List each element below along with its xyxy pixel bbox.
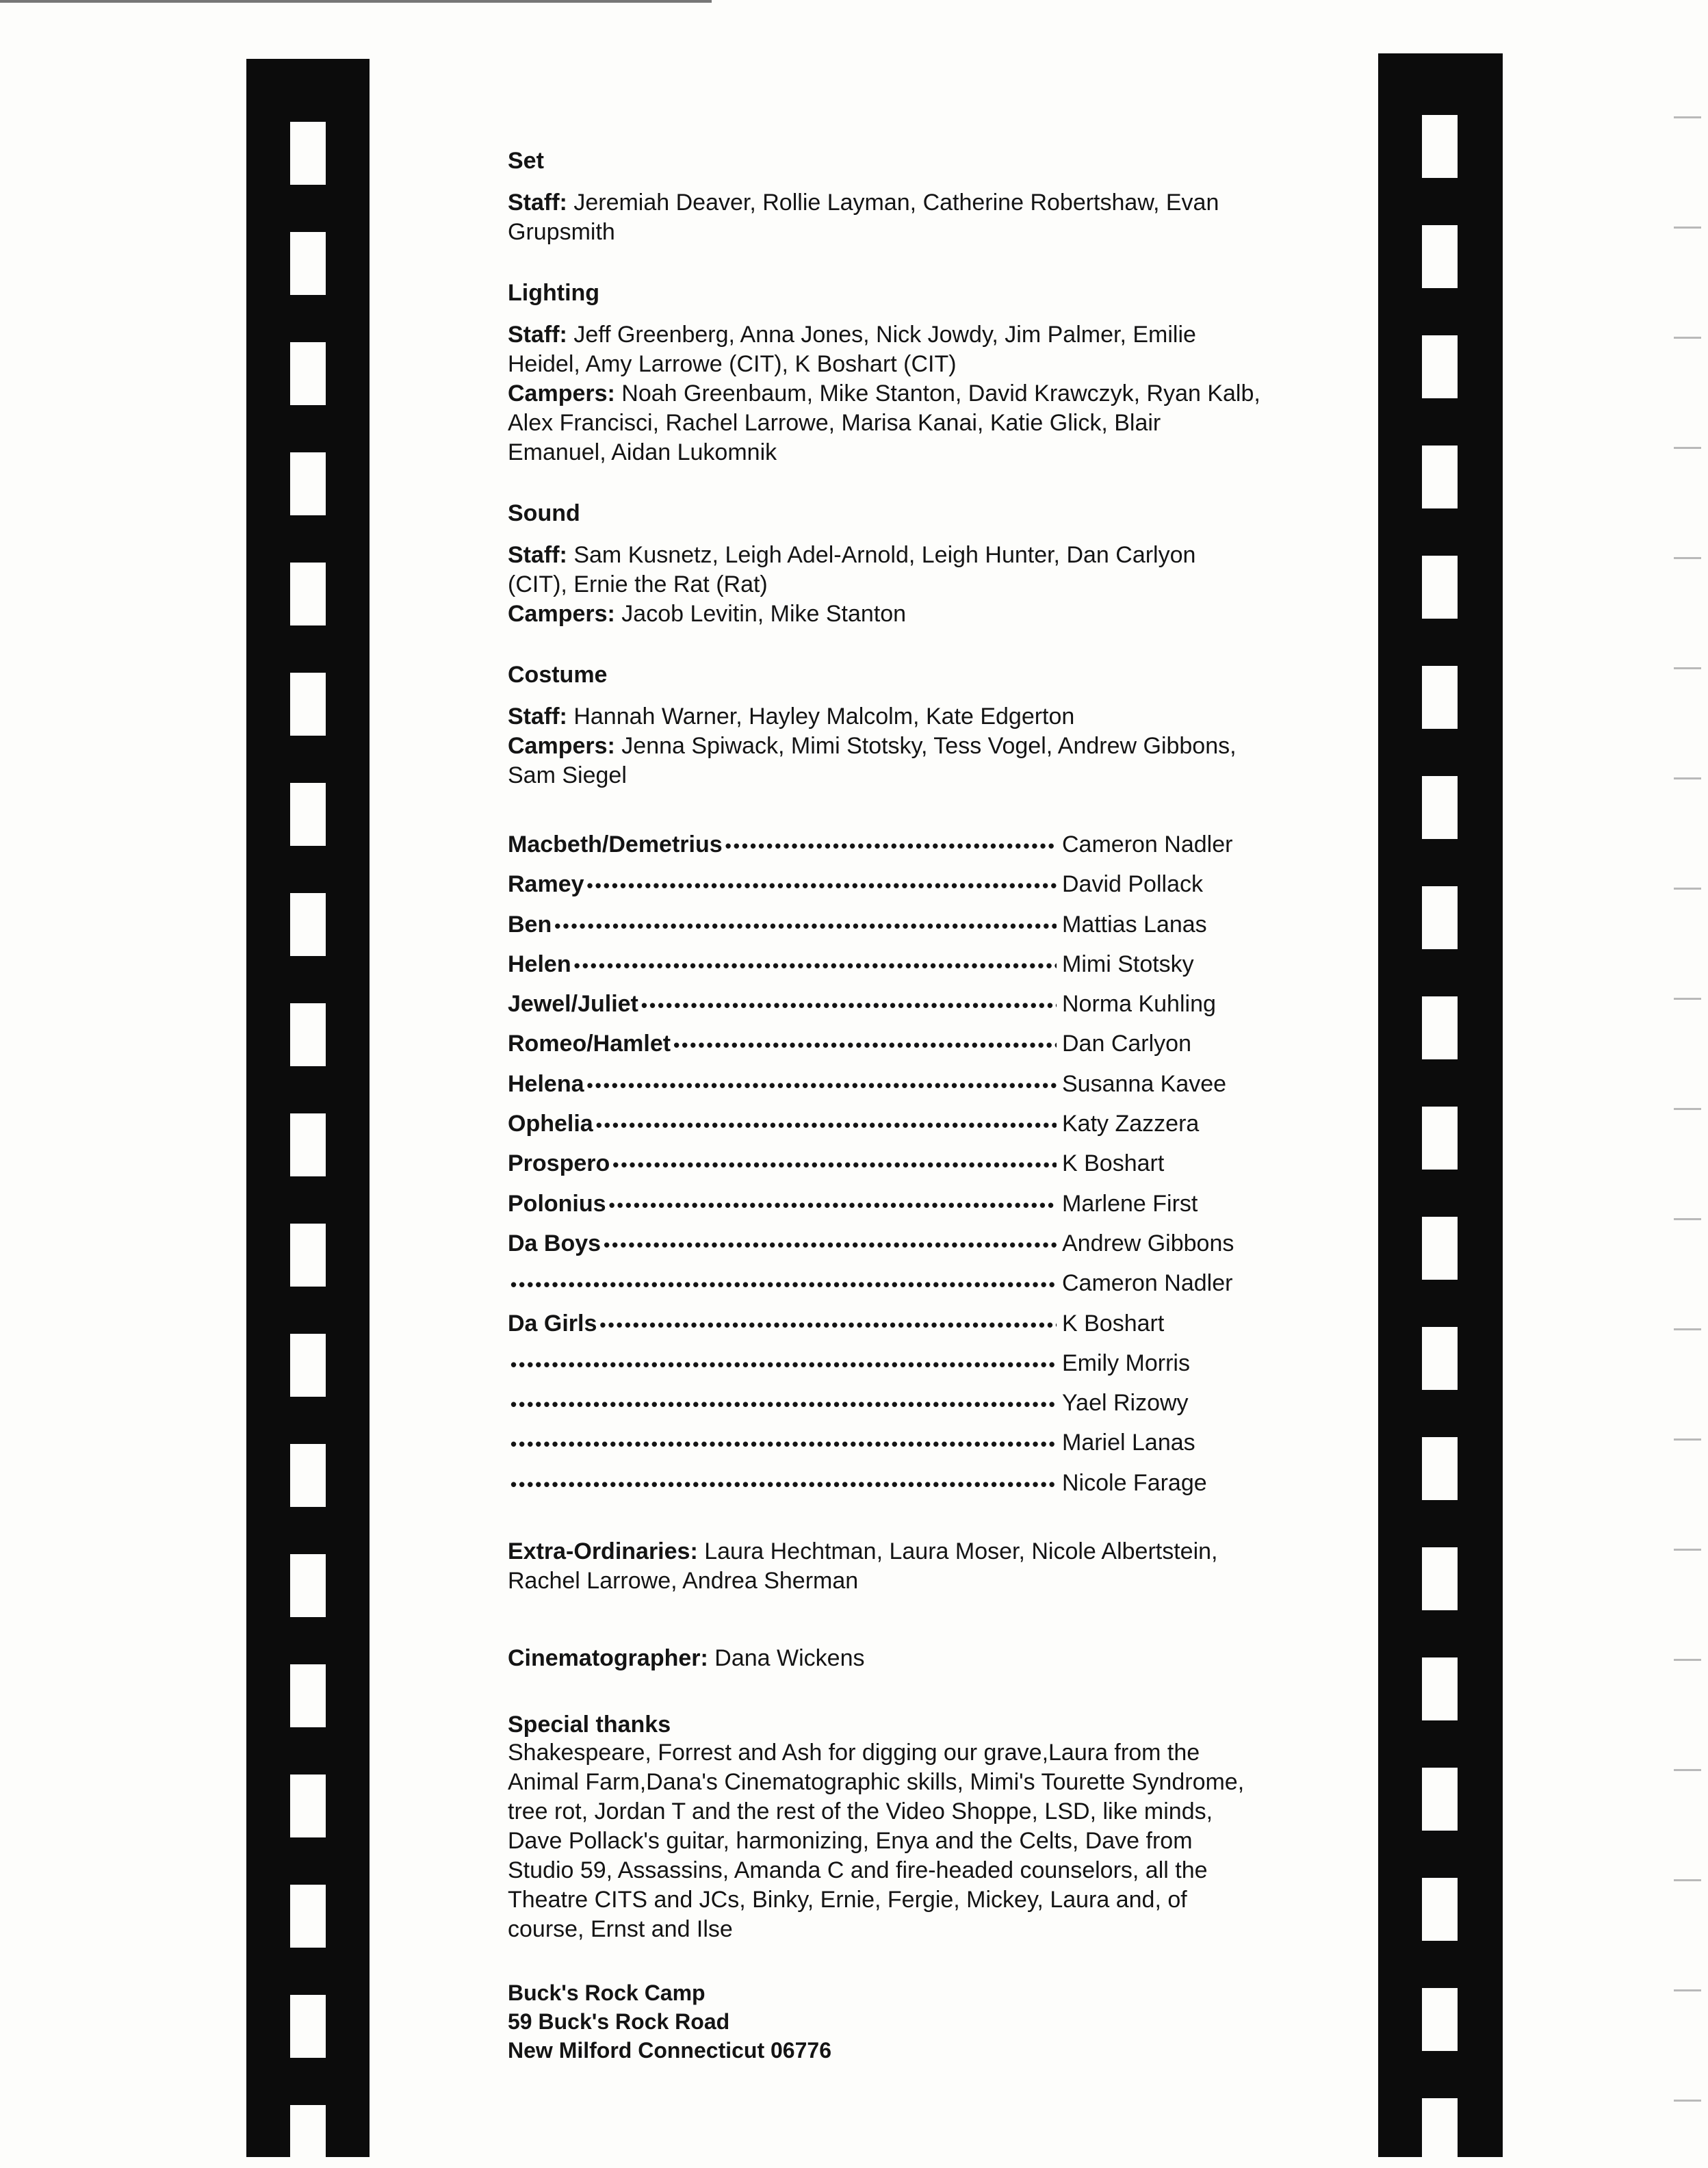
sprocket-hole [1422,1768,1458,1831]
sprocket-hole [1422,446,1458,508]
sprocket-hole [290,1885,326,1948]
sprocket-hole [290,673,326,736]
sprocket-hole [1422,996,1458,1059]
cast-row [508,991,1260,1031]
staff-label: Staff: [508,704,567,730]
cast-actor: Katy Zazzera [1062,1111,1200,1137]
cast-actor: Mattias Lanas [1062,911,1207,938]
set-section [508,148,1260,247]
sprocket-hole [1422,335,1458,398]
sprocket-hole [1422,2098,1458,2161]
address-line-2: 59 Buck's Rock Road [508,2009,730,2035]
sound-campers-line [508,599,1260,629]
lighting-title: Lighting [508,280,600,306]
set-staff-line [508,188,1260,247]
sprocket-hole [290,1113,326,1176]
cast-role: Ben [508,911,552,938]
address-line-1: Buck's Rock Camp [508,1980,706,2006]
cast-row [508,871,1260,911]
cast-role: Da Girls [508,1310,597,1337]
cast-role: Romeo/Hamlet [508,1031,671,1057]
edge-mark [1674,1218,1701,1220]
sprocket-hole [290,1444,326,1507]
sprocket-hole [290,1995,326,2058]
sprocket-hole [290,1664,326,1727]
cast-actor: K Boshart [1062,1150,1165,1177]
scan-top-edge-line [0,0,712,3]
cast-role: Helena [508,1070,584,1097]
dot-leader [510,1434,1057,1455]
dot-leader [673,1035,1057,1056]
sprocket-hole [290,2105,326,2168]
sprocket-hole [1422,225,1458,288]
campers-label: Campers: [508,380,615,406]
cast-row [508,1150,1260,1190]
costume-campers-line [508,732,1260,790]
dot-leader [612,1154,1057,1176]
cast-role: Prospero [508,1150,610,1177]
cinematographer-section [508,1644,1260,1673]
dot-leader [587,875,1057,896]
edge-mark [1674,998,1701,1000]
film-strip-right [1378,53,1503,2157]
camp-address [508,1978,1260,2065]
dot-leader [510,1394,1057,1415]
cast-actor: Cameron Nadler [1062,1270,1233,1297]
sprocket-hole [1422,1437,1458,1500]
cast-actor: Marlene First [1062,1190,1198,1217]
edge-mark [1674,1438,1701,1441]
staff-label: Staff: [508,322,567,348]
sprocket-hole [1422,1107,1458,1170]
dot-leader [609,1195,1057,1216]
cast-role: Helen [508,951,571,977]
cast-actor: Yael Rizowy [1062,1390,1189,1417]
sprocket-hole [290,893,326,956]
cast-row [508,1390,1260,1430]
film-strip-left [246,59,370,2157]
dot-leader [574,955,1057,977]
cast-actor: K Boshart [1062,1310,1165,1337]
edge-mark [1674,557,1701,559]
cast-actor: Mariel Lanas [1062,1430,1195,1456]
edge-mark [1674,447,1701,449]
lighting-section [508,280,1260,467]
dot-leader [510,1474,1057,1495]
cast-row [508,1350,1260,1390]
cast-row [508,1071,1260,1111]
sprocket-hole [290,1003,326,1066]
cast-actor: Susanna Kavee [1062,1070,1227,1097]
edge-mark [1674,888,1701,890]
staff-label: Staff: [508,542,567,568]
sound-staff-line [508,541,1260,599]
dot-leader [510,1274,1057,1295]
sprocket-hole [1422,1217,1458,1280]
sprocket-hole [1422,776,1458,839]
dot-leader [604,1235,1057,1256]
cinematographer-line [508,1644,1260,1673]
cast-role: Da Boys [508,1230,601,1256]
dot-leader [554,916,1057,937]
sprocket-hole [290,783,326,846]
edge-mark [1674,1769,1701,1771]
cast-row [508,1230,1260,1270]
cast-row [508,1270,1260,1310]
sprocket-hole [290,342,326,405]
extras-names: Laura Hechtman, Laura Moser, Nicole Albertstein, Rachel Larrowe, Andrea Sherman [508,1538,1218,1595]
cast-row [508,912,1260,951]
cast-row [508,1311,1260,1350]
campers-label: Campers: [508,733,615,759]
lighting-staff-names: Jeff Greenberg, Anna Jones, Nick Jowdy, Jim Palmer, Emilie Heidel, Amy Larrowe (CIT), K Boshart (CIT) [508,322,1196,377]
costume-camper-names: Jenna Spiwack, Mimi Stotsky, Tess Vogel, Andrew Gibbons, Sam Siegel [508,733,1237,788]
extras-section [508,1537,1260,1596]
dot-leader [587,1075,1057,1096]
staff-label: Staff: [508,190,567,216]
costume-section [508,662,1260,790]
edge-mark [1674,227,1701,229]
cast-actor: Mimi Stotsky [1062,951,1194,977]
cast-row [508,1191,1260,1230]
set-staff-names: Jeremiah Deaver, Rollie Layman, Catherine Robertshaw, Evan Grupsmith [508,190,1219,245]
cast-actor: Dan Carlyon [1062,1031,1191,1057]
edge-mark [1674,116,1701,118]
dot-leader [599,1315,1057,1336]
edge-mark [1674,1108,1701,1110]
special-thanks-title: Special thanks [508,1712,671,1738]
sound-title: Sound [508,500,580,526]
set-title: Set [508,148,544,174]
sprocket-hole [1422,1878,1458,1941]
lighting-camper-names: Noah Greenbaum, Mike Stanton, David Krawczyk, Ryan Kalb, Alex Francisci, Rachel Larrowe, Marisa Kanai, Katie Glick, Blair Emanuel, Aidan Lukomnik [508,380,1260,465]
sprocket-hole [1422,666,1458,729]
dot-leader [596,1115,1057,1136]
sound-section [508,500,1260,629]
dot-leader [510,1354,1057,1376]
sound-camper-names: Jacob Levitin, Mike Stanton [621,601,907,627]
cast-row [508,1031,1260,1070]
lighting-staff-line [508,320,1260,379]
credits-content [508,148,1260,2065]
sprocket-hole [290,452,326,515]
sprocket-hole [1422,1327,1458,1390]
cast-row [508,951,1260,991]
sprocket-hole [1422,1547,1458,1610]
extras-label: Extra-Ordinaries: [508,1538,698,1565]
address-line-3: New Milford Connecticut 06776 [508,2038,831,2063]
cast-actor: Cameron Nadler [1062,831,1233,857]
cinematographer-label: Cinematographer: [508,1645,708,1672]
sprocket-hole [1422,1988,1458,2051]
cast-row [508,1470,1260,1510]
dot-leader [725,836,1057,857]
dot-leader [641,995,1057,1016]
costume-staff-names: Hannah Warner, Hayley Malcolm, Kate Edgerton [573,704,1075,730]
extras-line [508,1537,1260,1596]
special-thanks-text: Shakespeare, Forrest and Ash for digging our grave,Laura from the Animal Farm,Dana's Cinematographic skills, Mimi's Tourette Syndrome, tree rot, Jordan T and the rest of the Video Shoppe, LSD, like minds, Dave Pollack's guitar, harmonizing, Enya and the Celts, Dave from Studio 59, Assassins, Amanda C and fire-headed counselors, all the Theatre CITS and JCs, Binky, Ernie, Fergie, Mickey, Laura and, of course, Ernst and Ilse [508,1740,1245,1943]
cast-role: Polonius [508,1190,606,1217]
cast-actor: Norma Kuhling [1062,991,1216,1018]
cast-row [508,1111,1260,1150]
lighting-campers-line [508,379,1260,467]
sprocket-hole [1422,886,1458,949]
cast-role: Macbeth/Demetrius [508,831,723,857]
costume-title: Costume [508,662,608,688]
cast-role: Ramey [508,871,584,898]
sprocket-hole [1422,556,1458,619]
sprocket-hole [290,563,326,625]
sprocket-hole [1422,115,1458,178]
special-thanks-section [508,1712,1260,1944]
sprocket-hole [290,232,326,295]
sprocket-hole [290,1554,326,1617]
sprocket-hole [290,1224,326,1287]
cast-actor: David Pollack [1062,871,1203,898]
cast-actor: Andrew Gibbons [1062,1230,1234,1256]
campers-label: Campers: [508,601,615,627]
edge-mark [1674,337,1701,339]
edge-mark [1674,1989,1701,1991]
sprocket-hole [290,122,326,185]
edge-mark [1674,1659,1701,1661]
costume-staff-line [508,702,1260,732]
cinematographer-name: Dana Wickens [714,1645,865,1672]
edge-mark [1674,1879,1701,1881]
edge-mark [1674,1549,1701,1551]
edge-mark [1674,777,1701,779]
cast-row [508,831,1260,871]
edge-mark [1674,2100,1701,2102]
sprocket-hole [290,1334,326,1397]
cast-actor: Emily Morris [1062,1350,1190,1376]
cast-actor: Nicole Farage [1062,1469,1207,1496]
edge-mark [1674,1328,1701,1330]
cast-role: Ophelia [508,1111,593,1137]
cast-role: Jewel/Juliet [508,991,638,1018]
sprocket-hole [290,1775,326,1837]
sprocket-hole [1422,1657,1458,1720]
edge-mark [1674,667,1701,669]
sound-staff-names: Sam Kusnetz, Leigh Adel-Arnold, Leigh Hunter, Dan Carlyon (CIT), Ernie the Rat (Rat) [508,542,1196,597]
cast-list [508,831,1260,1510]
cast-row [508,1430,1260,1469]
